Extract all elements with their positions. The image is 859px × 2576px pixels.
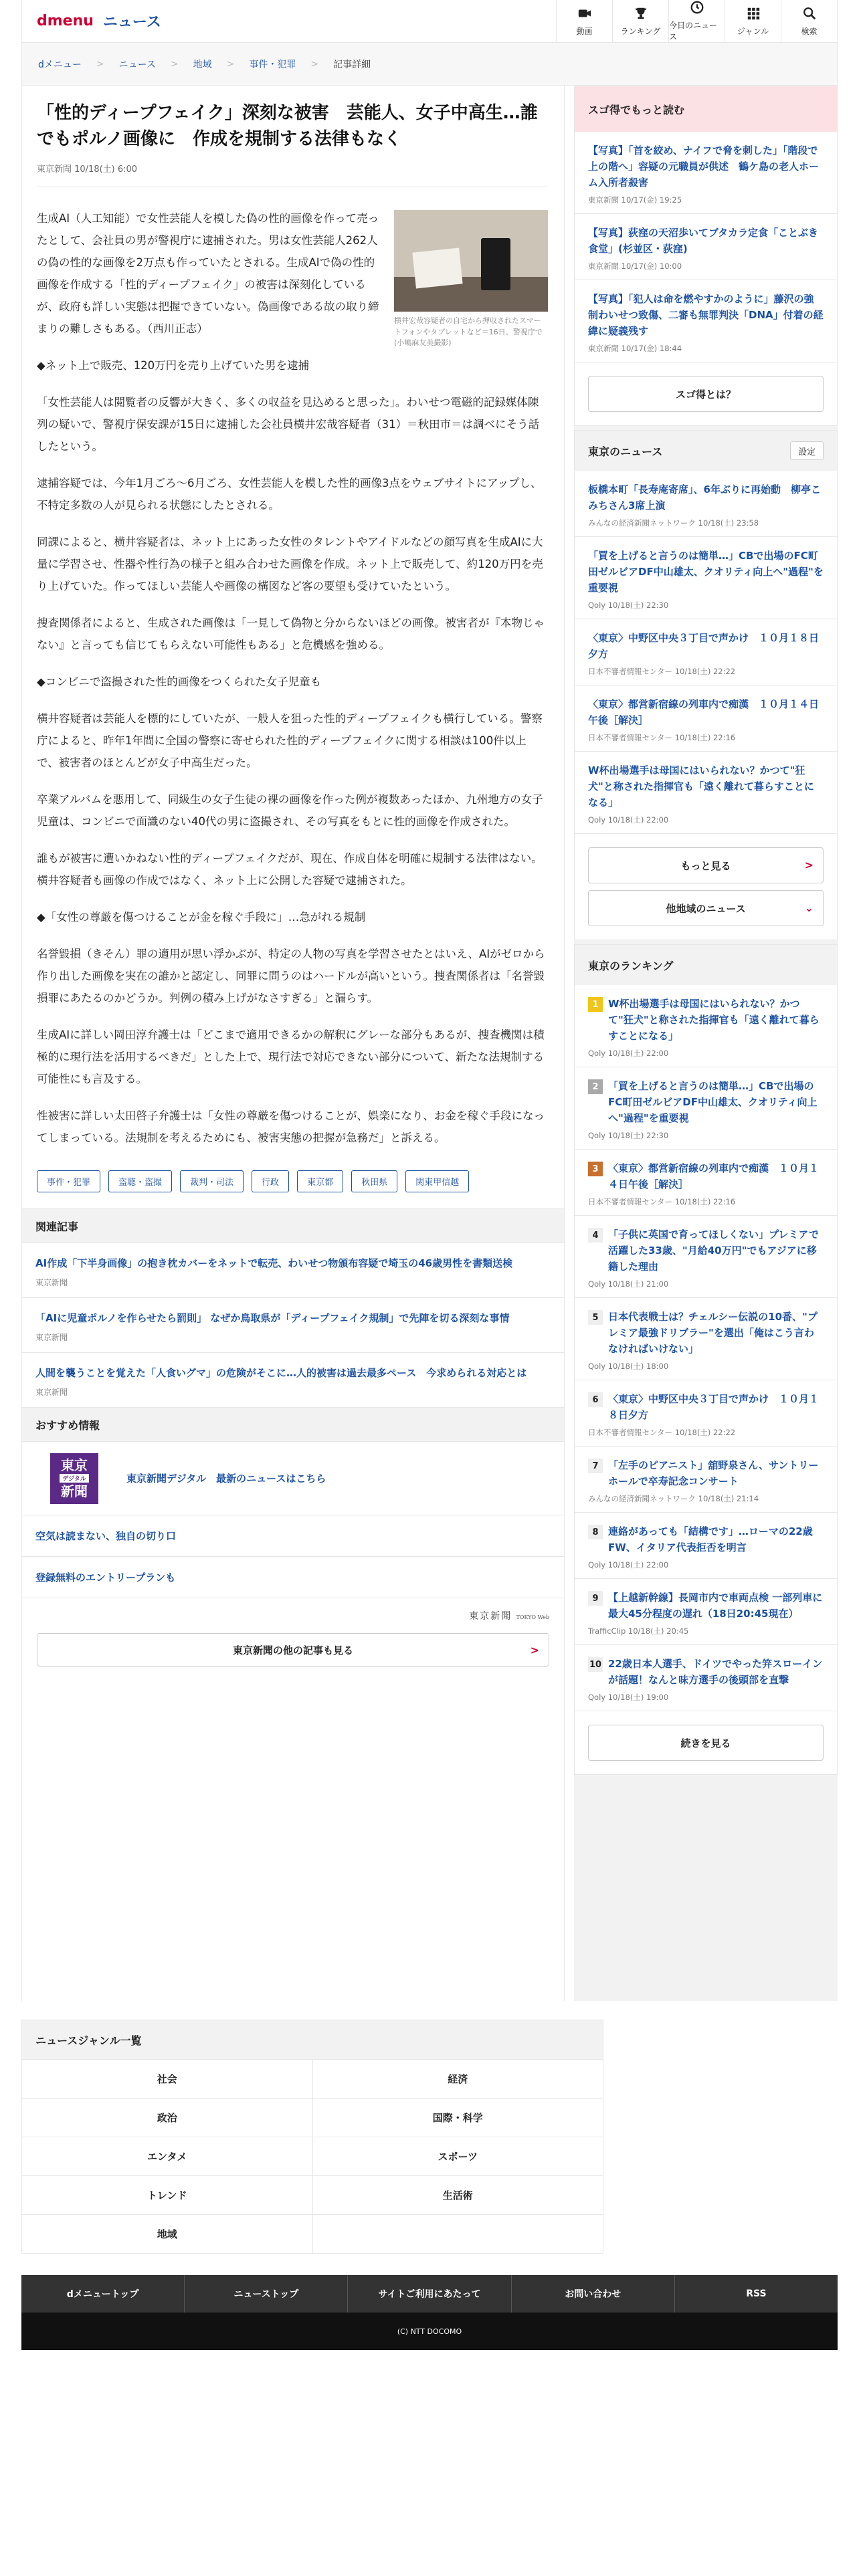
recommend-link[interactable]: 空気は読まない、独自の切り口 [22, 1515, 564, 1557]
ranking-item[interactable] [575, 1513, 837, 1579]
ranking-source: Qoly 10/18(土) 22:00 [588, 1560, 669, 1570]
genre-trend[interactable]: トレンド [22, 2176, 313, 2215]
ranking-more-label: 続きを見る [680, 1737, 731, 1749]
related-title: 「AIに児童ポルノを作らせたら罰則」 なぜか鳥取県が「ディープフェイク規制」で先陣を切る深刻な事情 [35, 1312, 510, 1324]
ranking-title: 日本代表戦士は？チェルシー伝説の10番、"プレミア最強ドリブラー"を選出「俺はこう言わなければいけない」 [608, 1311, 818, 1355]
tag-tokyo[interactable]: 東京都 [297, 1170, 343, 1192]
genre-region[interactable]: 地域 [22, 2215, 313, 2254]
breadcrumb-crime[interactable]: 事件・犯罪 [249, 59, 296, 70]
ranking-title: 22歳日本人選手、ドイツでやった笄スローインが話題！なんと味方選手の後頭部を直撃 [608, 1658, 823, 1686]
article-title: 「性的ディープフェイク」深刻な被害 芸能人、女子中高生…誰でもポルノ画像に 作成を規制する法律もなく [37, 103, 538, 149]
tokyo-digital-banner[interactable] [22, 1442, 564, 1515]
ranking-block [574, 944, 838, 1775]
ranking-title: 〈東京〉都営新宿線の列車内で痴漢 １０月１４日午後［解決］ [608, 1162, 820, 1190]
ranking-title: 【上越新幹線】長岡市内で車両点検 一部列車に最大45分程度の遅れ（18日20:45現在） [608, 1592, 823, 1620]
article-subheading: ◆コンビニで盗撮された性的画像をつくられた女子児童も [37, 675, 322, 688]
related-item[interactable] [22, 1298, 564, 1353]
tokyo-news-item[interactable] [575, 537, 837, 619]
ranking-item[interactable] [575, 1645, 837, 1711]
site-header [21, 0, 838, 43]
region-setting-button[interactable]: 設定 [790, 441, 824, 460]
genre-heading: ニュースジャンル一覧 [21, 2020, 603, 2060]
article-subheading: ◆「女性の尊厳を傷つけることが金を稼ぐ手段に」…急がれる規制 [37, 911, 366, 924]
footer-rss[interactable]: RSS [746, 2288, 767, 2299]
sugotoku-source: 東京新聞 10/17(金) 10:00 [588, 261, 682, 271]
nav-today[interactable] [668, 0, 725, 43]
copyright: (C) NTT DOCOMO [21, 2313, 838, 2350]
dmenu-news-logo[interactable] [22, 0, 161, 43]
sugotoku-source: 東京新聞 10/17(金) 19:25 [588, 195, 682, 205]
related-heading: 関連記事 [22, 1208, 564, 1243]
ranking-title: 連絡があっても「結構です」…ローマの22歳FW、イタリア代表拒否を明言 [608, 1525, 813, 1553]
news-source: 日本不審者情報センター 10/18(土) 22:22 [588, 667, 736, 676]
rank-badge: 1 [588, 997, 603, 1012]
tag-akita[interactable]: 秋田県 [351, 1170, 397, 1192]
genre-entertainment[interactable]: エンタメ [22, 2137, 313, 2176]
brand-menu: menu [47, 13, 94, 29]
more-button-label: 東京新聞の他の記事も見る [232, 1644, 353, 1656]
footer-terms[interactable]: サイトご利用にあたって [348, 2275, 511, 2313]
tokyo-news-item[interactable] [575, 619, 837, 685]
ranking-source: Qoly 10/18(土) 22:00 [588, 1049, 669, 1058]
sugotoku-title: 【写真】荻窪の天沼歩いてブタカラ定食「ことぶき食堂」(杉並区・荻窪) [588, 227, 818, 255]
ranking-title: 「左手のピアニスト」舘野泉さん、サントリーホールで卒寿記念コンサート [608, 1459, 819, 1487]
nav-video-label: 動画 [576, 26, 593, 36]
tokyo-news-item[interactable] [575, 471, 837, 537]
nav-video[interactable] [556, 0, 612, 43]
grid-icon [746, 6, 761, 25]
recommend-heading: おすすめ情報 [22, 1407, 564, 1442]
rank-badge: 5 [588, 1310, 603, 1325]
sugotoku-about-button[interactable] [588, 376, 824, 412]
article-paragraph: 逮捕容疑では、今年1月ごろ〜6月ごろ、女性芸能人を模した性的画像3点をウェブサイトにアップし、不特定多数の人が見られる状態にしたとされる。 [37, 477, 542, 512]
ranking-heading: 東京のランキング [575, 945, 837, 985]
recommend-logo-text: 東京新聞デジタル 最新のニュースはこちら [126, 1473, 326, 1485]
article-paragraph: 「女性芸能人は閲覧者の反響が大きく、多くの収益を見込めると思った」。わいせつ電磁的記録媒体陳列の疑いで、警視庁保安課が15日に逮捕した会社員横井宏哉容疑者（31）＝秋田市＝は調べにそう話したという。 [37, 396, 540, 453]
article-paragraph: 捜査関係者によると、生成された画像は「一見して偽物と分からないほどの画像。被害者が『本物じゃない』と言っても信じてもらえない可能性もある」と危機感を強める。 [37, 617, 545, 651]
nav-today-label: 今日のニュース [669, 21, 718, 41]
news-title: 板橋本町「長寿庵寄席」、6年ぶりに再始動 柳亭こみちさん3席上演 [588, 484, 821, 512]
ranking-item[interactable] [575, 1579, 837, 1645]
breadcrumb [21, 43, 838, 86]
photo-caption: 横井宏哉容疑者の自宅から押収されたスマートフォンやタブレットなど＝16日、警視庁で(小嶋麻友美撮影) [394, 316, 543, 347]
sugotoku-item[interactable] [575, 132, 837, 214]
related-title: AI作成「下半身画像」の抱き枕カバーをネットで転売、わいせつ物頒布容疑で埼玉の46歳男性を書類送検 [35, 1257, 513, 1269]
article-subheading: ◆ネット上で販売、120万円を売り上げていた男を逮捕 [37, 359, 310, 372]
chevron-right-icon: > [310, 58, 319, 70]
recommend-link[interactable]: 登録無料のエントリープランも [22, 1557, 564, 1598]
genre-lifestyle[interactable]: 生活術 [313, 2176, 604, 2215]
article-paragraph: 名誉毀損（きそん）罪の適用が思い浮かぶが、特定の人物の写真を学習させたとはいえ、AIがゼロから作り出した画像を実在の誰かと認定し、同罪に問うのはハードルが高いという。捜査関係者は「名誉毀損罪にあたるのかどうか。判例の積み上げがなさすぎる」と漏らす。 [37, 948, 545, 1004]
tokyo-shimbun-more-button[interactable] [37, 1633, 549, 1667]
sugotoku-source: 東京新聞 10/17(金) 18:44 [588, 344, 682, 353]
tag-administration[interactable]: 行政 [252, 1170, 289, 1192]
ranking-item[interactable] [575, 1380, 837, 1446]
rank-badge: 8 [588, 1525, 603, 1539]
genre-list [21, 2020, 603, 2254]
sidebar [574, 86, 838, 2001]
breadcrumb-region[interactable]: 地域 [193, 59, 212, 70]
tag-list [22, 1164, 564, 1208]
tokyo-shimbun-logo: 東京新聞 TOKYO Web [469, 1611, 549, 1622]
other-region-button[interactable] [588, 890, 824, 926]
chevron-right-icon: > [226, 58, 235, 70]
tokyo-news-heading [575, 431, 837, 471]
ranking-item[interactable] [575, 1150, 837, 1216]
article-paragraph: 卒業アルバムを悪用して、同級生の女子生徒の裸の画像を作った例が複数あったほか、九州地方の女子児童は、コンビニで面識のない40代の男に盗撮され、その写真をもとに性的画像を作成された。 [37, 793, 543, 828]
article [22, 86, 564, 1149]
ranking-title: 〈東京〉中野区中央３丁目で声かけ １０月１８日夕方 [608, 1393, 820, 1421]
sugotoku-about-label: スゴ得とは？ [675, 388, 736, 401]
sugotoku-title: 【写真】「犯人は命を燃やすかのように」藤沢の強制わいせつ致傷、二審も無罪判決「DNA」付着の経緯に疑義残す [588, 293, 824, 337]
ranking-source: みんなの経済新聞ネットワーク 10/18(土) 21:14 [588, 1494, 759, 1503]
news-title: 〈東京〉都営新宿線の列車内で痴漢 １０月１４日午後［解決］ [588, 698, 820, 726]
tokyo-news-item[interactable] [575, 685, 837, 752]
ranking-source: Qoly 10/18(土) 22:30 [588, 1131, 669, 1140]
article-photo[interactable] [394, 210, 548, 349]
ranking-title: W杯出場選手は母国にはいられない？かつて"狂犬"と称された指揮官も「遠く離れて暮らすことになる」 [608, 998, 820, 1042]
ranking-item[interactable] [575, 1446, 837, 1513]
sugotoku-title: 【写真】「首を絞め、ナイフで脅を刺した」「階段で上の階へ」容疑の元職員が供述 鶴ケ島の老人ホーム入所者殺害 [588, 144, 820, 189]
header-nav [556, 0, 837, 43]
ranking-title: 「買を上げると言うのは簡単…」CBで出場のFC町田ゼルビアDF中山雄太、クオリティ向上へ"過程"を重要視 [608, 1080, 818, 1124]
nav-search-label: 検索 [801, 26, 818, 36]
news-title: 〈東京〉中野区中央３丁目で声かけ １０月１８日夕方 [588, 632, 820, 660]
genre-grid [21, 2060, 603, 2254]
rank-badge: 4 [588, 1228, 603, 1243]
ranking-source: 日本不審者情報センター 10/18(土) 22:22 [588, 1428, 736, 1437]
article-paragraph: 生成AI（人工知能）で女性芸能人を模した偽の性的画像を作って売ったとして、会社員の男が警視庁に逮捕された。男は女性芸能人262人の偽の性的な画像を2万点も作っていたとされる。生成AIで偽の性的画像を作成する「性的ディープフェイク」の被害は深刻化しているが、政府も詳しい実態は把握できていない。偽画像である故の取り締まりの難しさもある。（西川正志） [37, 212, 379, 335]
article-lead [37, 207, 548, 347]
breadcrumb-dmenu[interactable]: dメニュー [38, 59, 82, 70]
chevron-right-icon: > [804, 859, 814, 871]
news-title: W杯出場選手は母国にはいられない？かつて"狂犬"と称された指揮官も「遠く離れて暮らすことになる」 [588, 764, 814, 809]
more-news-label: もっと見る [680, 859, 731, 872]
article-meta: 東京新聞 10/18(土) 6:00 [37, 165, 138, 175]
related-title: 人間を襲うことを覚えた「人食いグマ」の危険がそこに…人的被害は過去最多ペース 今求められる対応とは [35, 1367, 527, 1379]
genre-politics[interactable]: 政治 [22, 2099, 313, 2137]
news-source: Qoly 10/18(土) 22:30 [588, 601, 669, 610]
ranking-source: Qoly 10/18(土) 19:00 [588, 1693, 669, 1702]
ranking-more-button[interactable] [588, 1725, 824, 1761]
genre-empty [313, 2215, 604, 2254]
tokyo-news-item[interactable] [575, 752, 837, 834]
sugotoku-heading: スゴ得でもっと読む [575, 86, 837, 132]
rank-badge: 10 [588, 1657, 603, 1672]
tag-kanto[interactable]: 関東甲信越 [405, 1170, 469, 1192]
search-icon [802, 6, 817, 25]
related-source: 東京新聞 [35, 1333, 68, 1342]
sugotoku-item[interactable] [575, 214, 837, 280]
article-paragraph: 横井容疑者は芸能人を標的にしていたが、一般人を狙った性的ディープフェイクも横行している。警察庁によると、昨年1年間に全国の警察に寄せられた性的ディープフェイクに関する相談は100件以上で、被害者のほとんどが女子中高生だった。 [37, 712, 543, 769]
article-paragraph: 同課によると、横井容疑者は、ネット上にあった女性のタレントやアイドルなどの顔写真を生成AIに大量に学習させ、性器や性行為の様子と組み合わせた画像を作成。ネット上で販売して、約120万円を売り上げていた。作ってほしい芸能人や画像の構図など客の要望も受けていたという。 [37, 536, 543, 593]
genre-society[interactable]: 社会 [22, 2060, 313, 2099]
nav-ranking[interactable] [612, 0, 668, 43]
main-column [21, 86, 565, 2001]
ranking-source: Qoly 10/18(土) 18:00 [588, 1362, 669, 1371]
video-icon [577, 6, 592, 25]
ranking-title: 「子供に英国で育ってほしくない」プレミアで活躍した33歳、"月給40万円"でもアジアに移籍した理由 [608, 1228, 819, 1273]
article-paragraph: 誰もが被害に遭いかねない性的ディープフェイクだが、現在、作成自体を明確に規制する法律はない。横井容疑者も画像の作成ではなく、ネット上に公開した容疑で逮捕された。 [37, 852, 543, 887]
ranking-source: TrafficClip 10/18(土) 20:45 [588, 1626, 689, 1636]
more-news-button[interactable] [588, 847, 824, 883]
breadcrumb-news[interactable]: ニュース [118, 59, 156, 70]
related-item[interactable] [22, 1243, 564, 1298]
sugotoku-item[interactable] [575, 280, 837, 362]
ranking-item[interactable] [575, 1298, 837, 1380]
tag-crime[interactable]: 事件・犯罪 [37, 1170, 100, 1192]
tokyo-news-heading-label: 東京のニュース [588, 445, 663, 458]
ranking-item[interactable] [575, 985, 837, 1067]
genre-sports[interactable]: スポーツ [313, 2137, 604, 2176]
news-source: みんなの経済新聞ネットワーク 10/18(土) 23:58 [588, 518, 759, 528]
news-source: Qoly 10/18(土) 22:00 [588, 815, 669, 825]
ranking-source: 日本不審者情報センター 10/18(土) 22:16 [588, 1197, 736, 1206]
chevron-right-icon: > [96, 58, 104, 70]
breadcrumb-current: 記事詳細 [333, 59, 371, 70]
nav-search[interactable] [781, 0, 837, 43]
news-source: 日本不審者情報センター 10/18(土) 22:16 [588, 733, 736, 742]
tag-judiciary[interactable]: 裁判・司法 [180, 1170, 244, 1192]
other-region-label: 他地域のニュース [666, 902, 746, 915]
rank-badge: 2 [588, 1079, 603, 1094]
brand-d: d [37, 13, 47, 29]
nav-ranking-label: ランキング [620, 26, 661, 36]
ranking-item[interactable] [575, 1216, 837, 1298]
article-paragraph: 生成AIに詳しい岡田淳弁護士は「どこまで適用できるかの解釈にグレーな部分もあるが、捜査機関は積極的に現行法を活用するべきだ」とした上で、現行法で対応できない部分について、新たな法規制する可能性にも言及する。 [37, 1029, 545, 1085]
footer-news-top[interactable]: ニューストップ [185, 2275, 348, 2313]
clock-icon [690, 0, 704, 19]
article-paragraph: 性被害に詳しい太田啓子弁護士は「女性の尊厳を傷つけることが、娯楽になり、お金を稼ぐ手段になってしまっている。法規制を考えるためにも、被害実態の把握が急務だ」と訴える。 [37, 1109, 545, 1144]
chevron-right-icon: > [170, 58, 179, 70]
chevron-down-icon: ⌄ [804, 901, 814, 914]
tag-voyeurism[interactable]: 盗聴・盗撮 [108, 1170, 172, 1192]
tokyo-news-block [574, 430, 838, 940]
ranking-item[interactable] [575, 1067, 837, 1150]
related-source: 東京新聞 [35, 1388, 68, 1397]
rank-badge: 3 [588, 1162, 603, 1176]
trophy-icon [634, 6, 648, 25]
nav-genre[interactable] [725, 0, 781, 43]
related-item[interactable] [22, 1353, 564, 1407]
footer-contact[interactable]: お問い合わせ [512, 2275, 675, 2313]
rank-badge: 6 [588, 1392, 603, 1407]
sugotoku-block [574, 86, 838, 426]
rank-badge: 7 [588, 1459, 603, 1473]
related-source: 東京新聞 [35, 1278, 68, 1287]
nav-genre-label: ジャンル [737, 26, 769, 36]
chevron-right-icon: > [530, 1644, 539, 1656]
brand-category: ニュース [102, 14, 161, 31]
genre-economy[interactable]: 経済 [313, 2060, 604, 2099]
evidence-photo [394, 210, 548, 312]
tokyo-shimbun-digital-logo: 東京 デジタル 新聞 [50, 1453, 98, 1504]
footer-dmenu-top[interactable]: dメニュートップ [21, 2275, 185, 2313]
genre-international[interactable]: 国際・科学 [313, 2099, 604, 2137]
footer-nav [21, 2275, 838, 2313]
news-title: 「買を上げると言うのは簡単…」CBで出場のFC町田ゼルビアDF中山雄太、クオリティ向上へ"過程"を重要視 [588, 550, 824, 594]
ranking-source: Qoly 10/18(土) 21:00 [588, 1279, 669, 1289]
rank-badge: 9 [588, 1591, 603, 1606]
